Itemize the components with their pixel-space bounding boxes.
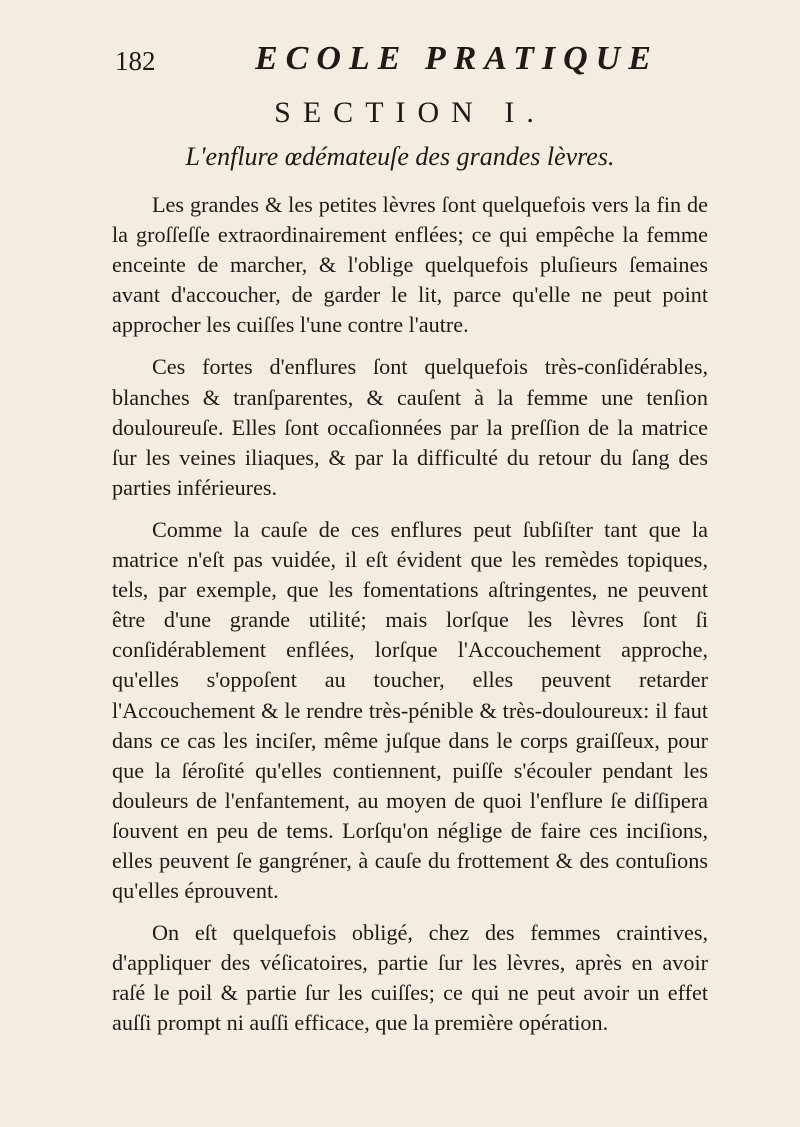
paragraph-3: Comme la cauſe de ces enflures peut ſubſiſter tant que la matrice n'eſt pas vuidée, il eſt évident que les remèdes topiques, tels, par exemple, que les fomentations aſtringentes, ne peuvent être d'une grande utilité; mais lorſque les lèvres ſont ſi conſidérablement enflées, lorſque l'Accouchement approche, qu'elles s'oppoſent au toucher, elles peuvent retarder l'Accouchement & le rendre très-pénible & très-douloureux: il faut dans ce cas les inciſer, même juſque dans le corps graiſſeux, pour que la ſéroſité qu'elles contiennent, puiſſe s'écouler pendant les douleurs de l'enfantement, au moyen de quoi l'enflure ſe diſſipera ſouvent en peu de tems. Lorſqu'on néglige de faire ces inciſions, elles peuvent ſe gangréner, à cauſe du frottement & des contuſions qu'elles éprouvent. — [112, 516, 708, 904]
paragraph-1: Les grandes & les petites lèvres ſont quelquefois vers la fin de la groſſeſſe extraordinairement enflées; ce qui empêche la femme enceinte de marcher, & l'oblige quelquefois pluſieurs ſemaines avant d'accoucher, de garder le lit, parce qu'elle ne peut point approcher les cuiſſes l'une contre l'autre. — [112, 192, 708, 338]
paragraph-4: On eſt quelquefois obligé, chez des femmes craintives, d'appliquer des véſicatoires, partie ſur les lèvres, après en avoir raſé le poil & partie ſur les cuiſſes; ce qui ne peut avoir un effet auſſi prompt ni auſſi efficace, que la première opération. — [112, 920, 708, 1036]
body-text — [112, 190, 708, 1039]
section-heading: SECTION I. — [274, 96, 546, 129]
running-title: ECOLE PRATIQUE — [255, 40, 659, 77]
section-subtitle: L'enflure œdémateuſe des grandes lèvres. — [185, 142, 615, 171]
paragraph-2: Ces fortes d'enflures ſont quelquefois très-conſidérables, blanches & tranſparentes, & cauſent à la femme une tenſion douloureuſe. Elles ſont occaſionnées par la preſſion de la matrice ſur les veines iliaques, & par la difficulté du retour du ſang des parties inférieures. — [112, 354, 708, 500]
page-number: 182 — [115, 46, 156, 76]
running-head — [115, 36, 715, 86]
